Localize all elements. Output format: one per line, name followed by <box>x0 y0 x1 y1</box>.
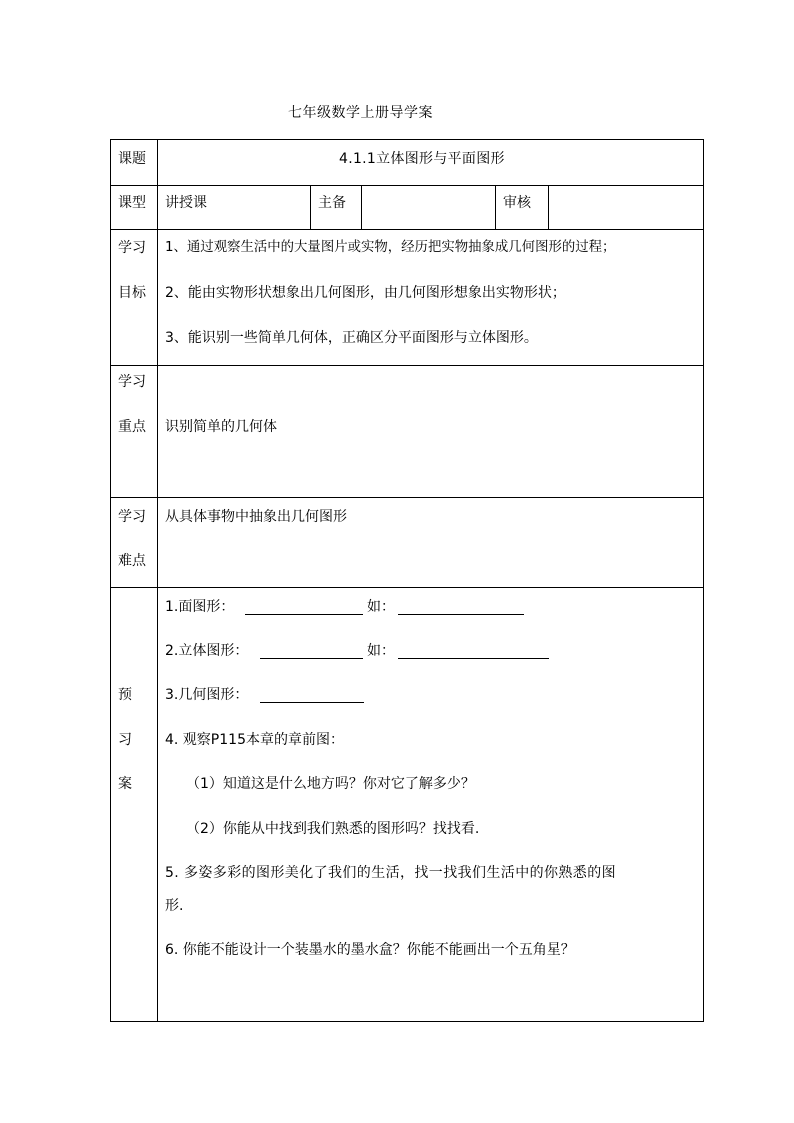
difficult-value: 从具体事物中抽象出几何图形 <box>165 509 347 525</box>
table-border-bottom <box>110 1021 704 1022</box>
type-row-divider <box>361 185 362 230</box>
row-divider <box>110 587 704 588</box>
q1-example: 如： <box>367 599 395 615</box>
q2-prefix: 2.立体图形： <box>165 643 249 659</box>
label-column-divider <box>157 139 158 1022</box>
goals-label-line1: 学习 <box>118 240 146 256</box>
q1-answer-blank[interactable] <box>245 614 363 615</box>
goal-item-2: 2、能由实物形状想象出几何图形，由几何图形想象出实物形状； <box>165 285 566 301</box>
type-row-divider <box>310 185 311 230</box>
goal-item-3: 3、能识别一些简单几何体，正确区分平面图形与立体图形。 <box>165 330 538 346</box>
preview-label-char-1: 预 <box>118 687 132 703</box>
q4a-text: （1）知道这是什么地方吗？你对它了解多少？ <box>186 776 475 792</box>
q4b-text: （2）你能从中找到我们熟悉的图形吗？找找看. <box>186 821 480 837</box>
row-divider <box>110 185 704 186</box>
q5-text-line1: 5. 多姿多彩的图形美化了我们的生活，找一找我们生活中的你熟悉的图 <box>165 865 617 881</box>
q2-answer-blank[interactable] <box>260 658 363 659</box>
topic-value: 4.1.1立体图形与平面图形 <box>339 151 505 167</box>
q5-text-line2: 形. <box>165 898 184 914</box>
key-label-line2: 重点 <box>118 419 146 435</box>
table-border-top <box>110 139 704 140</box>
q4-text: 4. 观察P115本章的章前图： <box>165 732 344 748</box>
q6-text: 6. 你能不能设计一个装墨水的墨水盒？你能不能画出一个五角星？ <box>165 942 575 958</box>
q2-example-blank[interactable] <box>398 658 549 659</box>
preparer-label: 主备 <box>318 195 346 211</box>
goals-label-line2: 目标 <box>118 285 146 301</box>
key-label-line1: 学习 <box>118 374 146 390</box>
q1-prefix: 1.面图形： <box>165 599 235 615</box>
row-divider <box>110 497 704 498</box>
preview-label-char-3: 案 <box>118 776 132 792</box>
reviewer-label: 审核 <box>503 195 531 211</box>
type-row-divider <box>495 185 496 230</box>
document-title: 七年级数学上册导学案 <box>288 105 433 121</box>
q1-example-blank[interactable] <box>398 614 524 615</box>
difficult-label-line2: 难点 <box>118 553 146 569</box>
preview-label-char-2: 习 <box>118 732 132 748</box>
q3-answer-blank[interactable] <box>260 702 364 703</box>
table-border-right <box>703 139 704 1022</box>
row-divider <box>110 229 704 230</box>
goal-item-1: 1、通过观察生活中的大量图片或实物，经历把实物抽象成几何图形的过程； <box>165 240 616 255</box>
type-row-divider <box>548 185 549 230</box>
row-divider <box>110 365 704 366</box>
table-border-left <box>110 139 111 1022</box>
q2-example: 如： <box>367 643 395 659</box>
q3-prefix: 3.几何图形： <box>165 687 249 703</box>
type-label: 课型 <box>118 195 146 211</box>
difficult-label-line1: 学习 <box>118 509 146 525</box>
type-value: 讲授课 <box>165 195 207 211</box>
topic-label: 课题 <box>118 151 146 167</box>
key-value: 识别简单的几何体 <box>165 419 277 435</box>
